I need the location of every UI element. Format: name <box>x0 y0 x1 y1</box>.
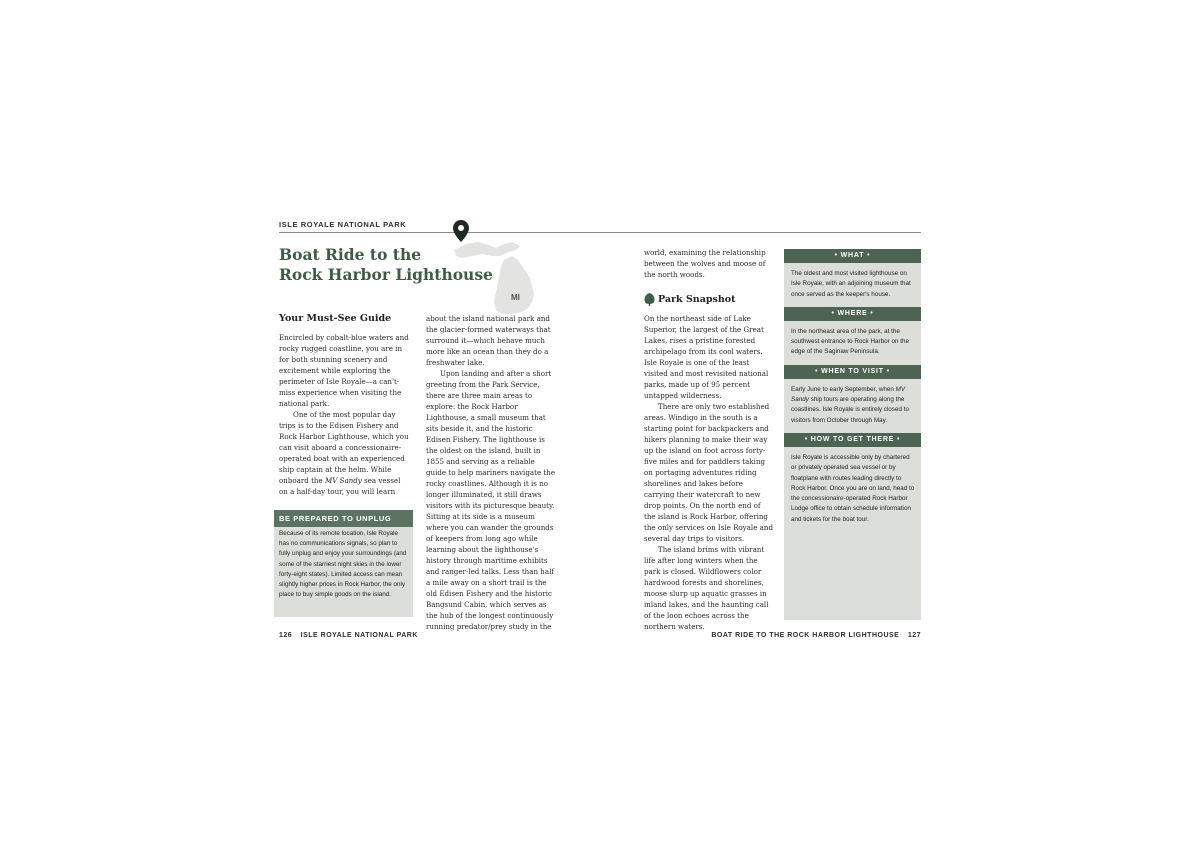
article-title-line-1: Boat Ride to the <box>279 245 422 264</box>
footer-right-label: BOAT RIDE TO THE ROCK HARBOR LIGHTHOUSE <box>711 632 900 639</box>
paragraph: There are only two established areas. Windigo in the south is a starting point for backpackers and hikers planning to make their way up the island on foot across forty-five miles and for paddlers taking on portaging adventures riding shorelines and lakes before carrying their watercraft to new drop points. On the north end of the island is Rock Harbor, offering the only services on Isle Royale and several day trips to visitors. <box>644 402 773 543</box>
article-column-3-top: world, examining the relationship between the wolves and moose of the north woods. <box>644 248 766 279</box>
paragraph: about the island national park and the glacier-formed waterways that surround it—which behave much more like an ocean than they do a freshwater lake. <box>426 314 551 367</box>
sidebar-what-text: The oldest and most visited lighthouse on Isle Royale, with an adjoining museum that once served as the keeper's house. <box>791 270 911 298</box>
location-pin-icon <box>453 220 469 242</box>
unplug-heading: BE PREPARED TO UNPLUG <box>274 510 413 527</box>
tree-icon <box>644 293 655 306</box>
footer-right <box>705 632 921 639</box>
header-rule <box>279 232 921 233</box>
article-title-line-2: Rock Harbor Lighthouse <box>279 265 493 284</box>
running-head: ISLE ROYALE NATIONAL PARK <box>279 220 407 229</box>
sidebar-when-heading: • WHEN TO VISIT • <box>784 365 921 379</box>
sidebar-when-text <box>784 379 921 433</box>
article-subtitle: Your Must-See Guide <box>279 313 392 324</box>
sidebar-text-part: ship tours are operating along the coastlines. Isle Royale is entirely closed to visitors from October through May. <box>791 396 909 424</box>
article-column-1 <box>279 332 410 497</box>
unplug-box <box>274 510 413 617</box>
info-sidebar <box>784 249 921 620</box>
unplug-text: Because of its remote location, Isle Royale has no communications signals, so plan to fully unplug and enjoy your surroundings (and some of the starriest night skies in the lower forty-eight states). Limited access can mean slightly higher prices in Rock Harbor, the only place to buy simple goods on the island. <box>279 530 407 599</box>
snapshot-column <box>644 313 774 632</box>
sidebar-how-text: Isle Royale is accessible only by chartered or privately operated sea vessel or by floatplane with routes leading directly to Rock Harbor. Once you are on land, head to the concessionaire-operated Rock Harbor Lodge office to obtain schedule information and tickets for the boat tour. <box>791 453 915 523</box>
vessel-name: MV Sandy <box>324 476 362 485</box>
article-title <box>279 245 519 285</box>
page-number-right: 127 <box>907 632 921 639</box>
footer-left <box>279 632 424 639</box>
map-state-label: MI <box>511 293 520 302</box>
page-number-left: 126 <box>279 632 293 639</box>
snapshot-title: Park Snapshot <box>658 294 736 305</box>
paragraph: Encircled by cobalt-blue waters and rocky rugged coastline, you are in for both stunning scenery and excitement while exploring the perimeter of Isle Royale—a can't-miss experience when visiting the national park. <box>279 333 409 408</box>
sidebar-where-text: In the northeast area of the park, at the southwest entrance to Rock Harbor on the edge of the Saginaw Peninsula. <box>791 327 909 356</box>
sidebar-what-heading: • WHAT • <box>784 249 921 263</box>
sidebar-how-heading: • HOW TO GET THERE • <box>784 433 921 447</box>
sidebar-text-part: Early June to early September, when <box>791 385 896 393</box>
paragraph: Upon landing and after a short greeting from the Park Service, there are three main areas to explore: the Rock Harbor Lighthouse, a small museum that sits beside it, and the historic Edisen Fishery. The lighthouse is the oldest on the island, built in 1855 and serving as a reliable guide to help mariners navigate the rocky coastlines. Although it is no longer illuminated, it still draws visitors with its picturesque beauty. Sitting at its side is a museum where you can wander the grounds of keepers from long ago while learning about the lighthouse's history through maritime exhibits and ranger-led talks. Less than half a mile away on a short trail is the old Edisen Fishery and the historic Bangsund Cabin, which serves as the hub of the longest continuously running predator/prey study in the <box>426 369 556 631</box>
paragraph-text: sea vessel on a half-day tour, you will learn <box>279 476 401 496</box>
vessel-name: MV Sandy <box>791 385 906 404</box>
article-column-2 <box>426 313 557 632</box>
sidebar-where-heading: • WHERE • <box>784 307 921 321</box>
snapshot-heading <box>644 293 735 306</box>
paragraph: The island brims with vibrant life after long winters when the park is closed. Wildflowers color hardwood forests and shorelines, moose slurp up aquatic grasses in inland lakes, and the haunting call of the loon echoes across the northern waters. <box>644 545 769 631</box>
footer-left-label: ISLE ROYALE NATIONAL PARK <box>300 632 418 639</box>
paragraph <box>279 409 410 497</box>
paragraph-text: One of the most popular day trips is to the Edisen Fishery and Rock Harbor Lighthouse, which you can visit aboard a concessionaire-operated boat with an experienced ship captain at the helm. While onboard the <box>279 410 409 485</box>
paragraph: On the northeast side of Lake Superior, the largest of the Great Lakes, rises a pristine forested archipelago from its cool waters. Isle Royale is one of the least visited and most revisited national parks, made up of 95 percent untapped wilderness. <box>644 314 769 400</box>
